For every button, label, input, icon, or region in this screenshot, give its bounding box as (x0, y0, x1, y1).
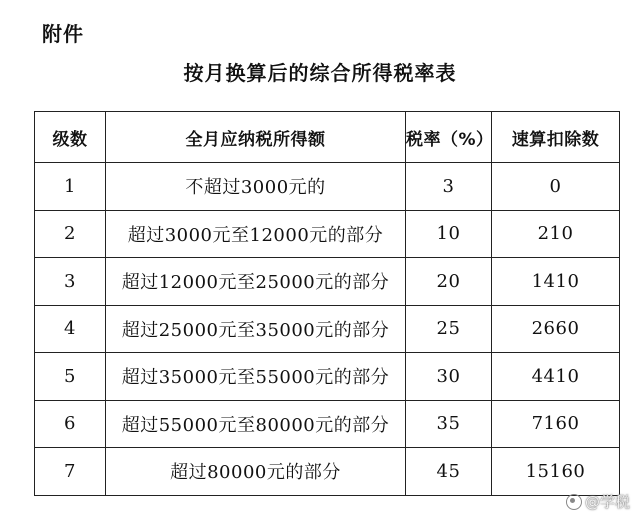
cell-rate: 25 (406, 305, 492, 353)
cell-rate: 10 (406, 210, 492, 258)
table-header-row (35, 112, 620, 163)
cell-level: 5 (35, 353, 106, 401)
cell-level: 4 (35, 305, 106, 353)
cell-level: 3 (35, 258, 106, 306)
cell-deduction: 0 (492, 163, 620, 211)
header-taxable-income: 全月应纳税所得额 (106, 112, 406, 163)
cell-deduction: 1410 (492, 258, 620, 306)
cell-rate: 3 (406, 163, 492, 211)
cell-level: 7 (35, 448, 106, 496)
cell-deduction: 2660 (492, 305, 620, 353)
cell-income-range: 超过12000元至25000元的部分 (106, 258, 406, 306)
cell-deduction: 210 (492, 210, 620, 258)
tax-rate-table (34, 111, 620, 496)
table-row (35, 163, 620, 211)
cell-rate: 30 (406, 353, 492, 401)
cell-deduction: 15160 (492, 448, 620, 496)
watermark-text: @学税 (584, 493, 630, 511)
table-row (35, 305, 620, 353)
cell-income-range: 超过35000元至55000元的部分 (106, 353, 406, 401)
header-quick-deduction: 速算扣除数 (492, 112, 620, 163)
cell-rate: 35 (406, 400, 492, 448)
cell-income-range: 不超过3000元的 (106, 163, 406, 211)
cell-rate: 45 (406, 448, 492, 496)
cell-deduction: 4410 (492, 353, 620, 401)
cell-level: 1 (35, 163, 106, 211)
document-title: 按月换算后的综合所得税率表 (183, 61, 457, 85)
watermark (566, 491, 630, 512)
header-level: 级数 (35, 112, 106, 163)
cell-income-range: 超过80000元的部分 (106, 448, 406, 496)
table-row (35, 353, 620, 401)
cell-level: 2 (35, 210, 106, 258)
table-row (35, 210, 620, 258)
cell-income-range: 超过55000元至80000元的部分 (106, 400, 406, 448)
cell-income-range: 超过25000元至35000元的部分 (106, 305, 406, 353)
watermark-logo-icon (566, 494, 582, 510)
table-row (35, 258, 620, 306)
attachment-label: 附件 (42, 22, 84, 46)
cell-rate: 20 (406, 258, 492, 306)
table-row (35, 400, 620, 448)
cell-deduction: 7160 (492, 400, 620, 448)
header-tax-rate: 税率（%） (406, 112, 492, 163)
table-row (35, 448, 620, 496)
cell-level: 6 (35, 400, 106, 448)
cell-income-range: 超过3000元至12000元的部分 (106, 210, 406, 258)
